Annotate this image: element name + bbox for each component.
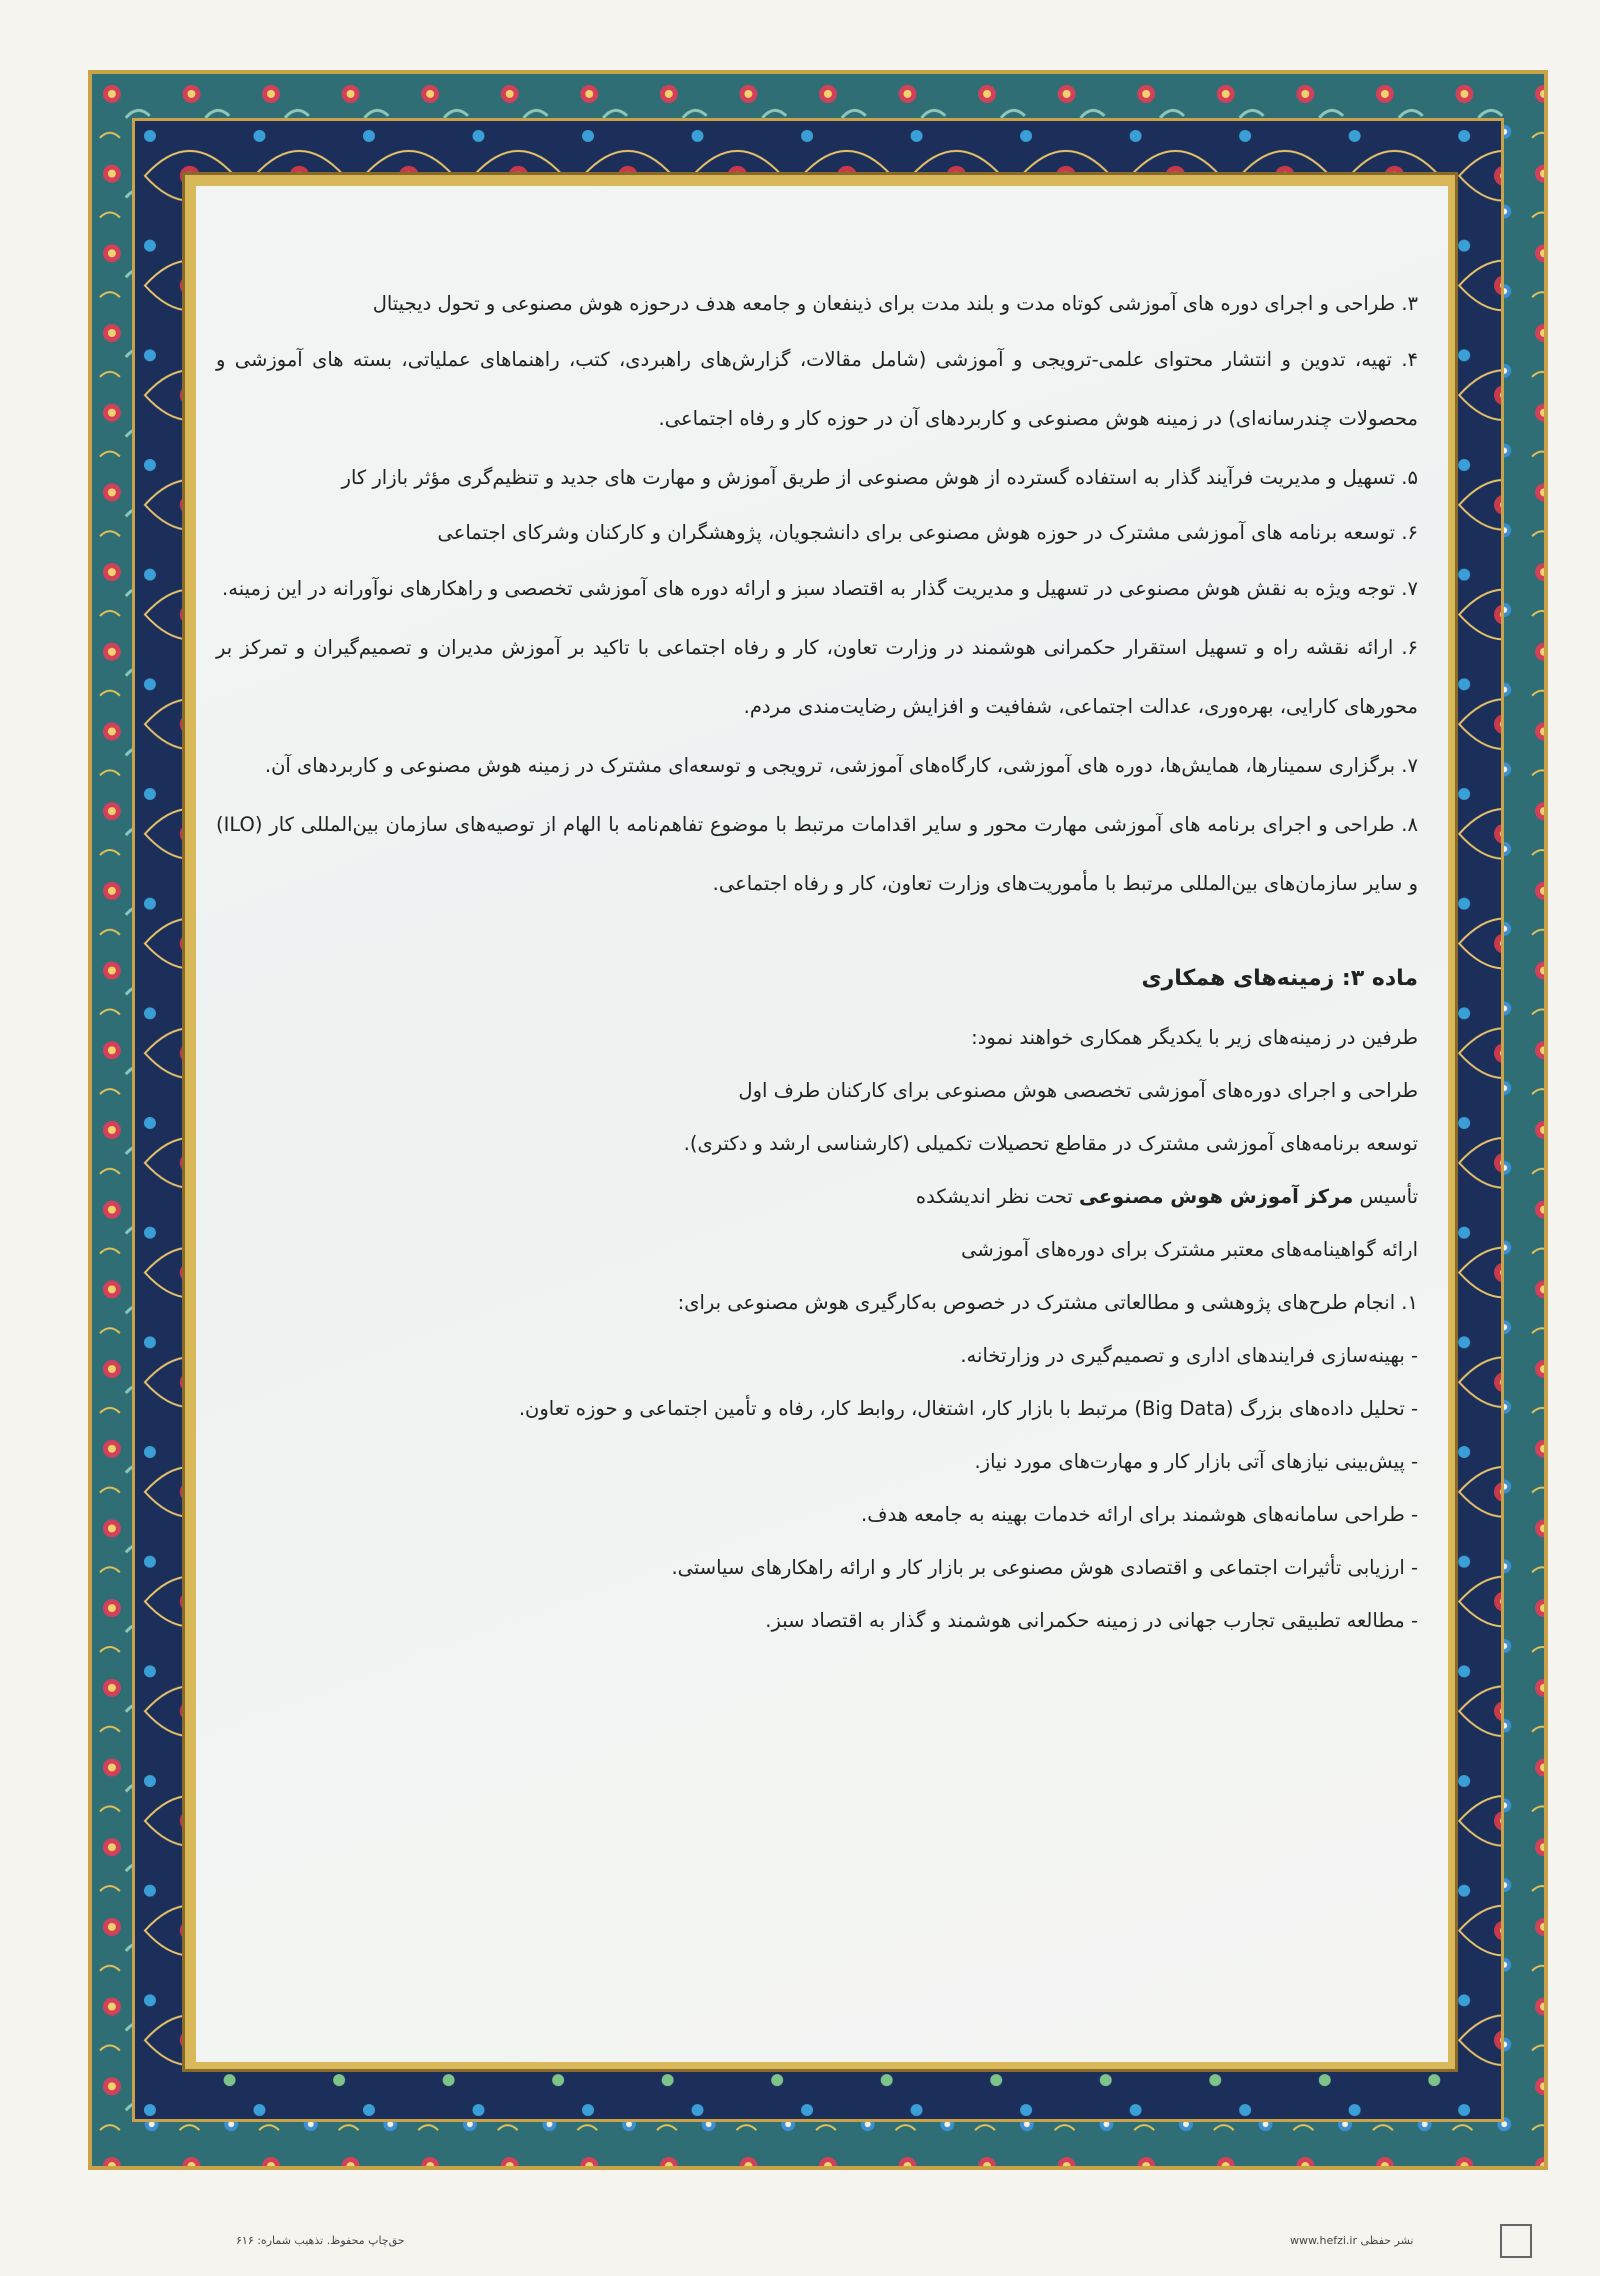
bullet-item: - طراحی سامانه‌های هوشمند برای ارائه خدمات بهینه به جامعه هدف.: [861, 1503, 1418, 1526]
publisher-logo-icon: [1500, 2224, 1532, 2258]
item-6b: ۶. ارائه نقشه راه و تسهیل استقرار حکمرانی هوشمند در وزارت تعاون، کار و رفاه اجتماعی با تاکید بر آموزش مدیران و تصمیم‌گیران و تمرکز بر محورهای کارایی، بهره‌وری، عدالت اجتماعی، شفافیت و افزایش رضایت‌مندی مردم.: [216, 636, 1418, 718]
bullet-item: - تحلیل داده‌های بزرگ (Big Data) مرتبط با بازار کار، اشتغال، روابط کار، رفاه و تأمین اجتماعی و حوزه تعاون.: [518, 1397, 1418, 1420]
line3-bold: مرکز آموزش هوش مصنوعی: [1079, 1185, 1354, 1208]
line3-suffix: تحت نظر اندیشکده: [915, 1185, 1073, 1208]
item-7b: ۷. برگزاری سمینارها، همایش‌ها، دوره های آموزشی، کارگاه‌های آموزشی، ترویجی و توسعه‌ای مشترک در زمینه هوش مصنوعی و کاربردهای آن.: [264, 754, 1418, 777]
document-body: [196, 186, 1448, 2062]
copyright-note: حق‌چاپ محفوظ. تذهیب شماره: ۶۱۶: [236, 2234, 405, 2247]
cooperation-list: [216, 1011, 1418, 1647]
page-footer: [0, 2230, 1600, 2260]
section-intro: طرفین در زمینه‌های زیر با یکدیگر همکاری خواهند نمود:: [971, 1026, 1418, 1049]
item-3: ۳. طراحی و اجرای دوره های آموزشی کوتاه مدت و بلند مدت برای ذینفعان و جامعه هدف درحوزه هوش مصنوعی و تحول دیجیتال: [372, 292, 1418, 315]
cooperation-line-5: ۱. انجام طرح‌های پژوهشی و مطالعاتی مشترک در خصوص به‌کارگیری هوش مصنوعی برای:: [677, 1291, 1418, 1314]
item-8: ۸. طراحی و اجرای برنامه های آموزشی مهارت محور و سایر اقدامات مرتبط با موضوع تفاهم‌نامه با الهام از توصیه‌های سازمان بین‌المللی کار (ILO) و سایر سازمان‌های بین‌المللی مرتبط با مأموریت‌های وزارت تعاون، کار و رفاه اجتماعی.: [216, 813, 1418, 895]
bullet-item: - مطالعه تطبیقی تجارب جهانی در زمینه حکمرانی هوشمند و گذار به اقتصاد سبز.: [765, 1609, 1418, 1632]
bullet-item: - بهینه‌سازی فرایندهای اداری و تصمیم‌گیری در وزارتخانه.: [960, 1344, 1418, 1367]
item-5: ۵. تسهیل و مدیریت فرآیند گذار به استفاده گسترده از هوش مصنوعی از طریق آموزش و مهارت های جدید و تنظیم‌گری مؤثر بازار کار: [341, 466, 1418, 489]
item-6: ۶. توسعه برنامه های آموزشی مشترک در حوزه هوش مصنوعی برای دانشجویان، پژوهشگران و کارکنان وشرکای اجتماعی: [437, 521, 1418, 544]
publisher-url: www.hefzi.ir نشر حفظی: [1290, 2234, 1414, 2247]
cooperation-line-4: ارائه گواهینامه‌های معتبر مشترک برای دوره‌های آموزشی: [961, 1238, 1418, 1261]
item-4: ۴. تهیه، تدوین و انتشار محتوای علمی-ترویجی و آموزشی (شامل مقالات، گزارش‌های راهبردی، کتب، راهنماهای عملیاتی، بسته های آموزشی و محصولات چندرسانه‌ای) در زمینه هوش مصنوعی و کاربردهای آن در حوزه کار و رفاه اجتماعی.: [216, 348, 1418, 430]
cooperation-line-3: [216, 1170, 1418, 1223]
section-heading: ماده ۳: زمینه‌های همکاری: [1141, 966, 1418, 991]
cooperation-line-1: طراحی و اجرای دوره‌های آموزشی تخصصی هوش مصنوعی برای کارکنان طرف اول: [738, 1079, 1418, 1102]
bullet-item: - ارزیابی تأثیرات اجتماعی و اقتصادی هوش مصنوعی بر بازار کار و ارائه راهکارهای سیاستی.: [671, 1556, 1418, 1579]
line3-prefix: تأسیس: [1359, 1185, 1418, 1208]
item-7: ۷. توجه ویژه به نقش هوش مصنوعی در تسهیل و مدیریت گذار به اقتصاد سبز و ارائه دوره های آموزشی تخصصی و راهکارهای نوآورانه در این زمینه.: [222, 577, 1418, 600]
bullet-item: - پیش‌بینی نیازهای آتی بازار کار و مهارت‌های مورد نیاز.: [974, 1450, 1418, 1473]
cooperation-line-2: توسعه برنامه‌های آموزشی مشترک در مقاطع تحصیلات تکمیلی (کارشناسی ارشد و دکتری).: [683, 1132, 1418, 1155]
